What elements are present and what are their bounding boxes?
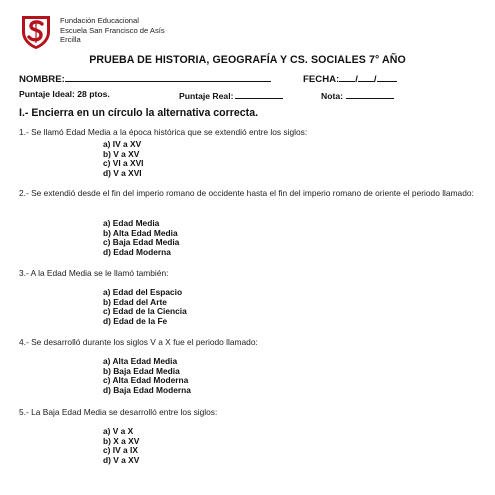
option-d[interactable]: d) V a XV xyxy=(103,454,140,465)
option-a[interactable]: a) Alta Edad Media xyxy=(103,356,178,366)
question-3: 3.- A la Edad Media se le llamó también: xyxy=(19,268,169,278)
institution-line-3: Ercilla xyxy=(60,35,81,45)
puntaje-real-field xyxy=(179,89,283,101)
option-b[interactable]: b) V a XV xyxy=(103,148,140,159)
puntaje-real-label: Puntaje Real: xyxy=(179,91,234,101)
option-d[interactable]: d) Baja Edad Moderna xyxy=(103,384,191,395)
nombre-blank[interactable] xyxy=(65,72,271,82)
option-c[interactable]: c) VI a XVI xyxy=(103,158,144,169)
school-logo-icon xyxy=(20,14,52,50)
question-4: 4.- Se desarrolló durante los siglos V a X fue el periodo llamado: xyxy=(19,337,258,347)
fecha-year-blank[interactable] xyxy=(377,72,397,82)
fecha-label: FECHA: xyxy=(303,74,340,85)
institution-line-2: Escuela San Francisco de Asís xyxy=(60,25,165,35)
option-b[interactable]: b) Baja Edad Media xyxy=(103,365,180,376)
option-a[interactable]: a) IV a XV xyxy=(103,139,142,149)
fecha-field xyxy=(303,72,397,85)
question-4-options xyxy=(103,357,191,395)
institution-name xyxy=(60,16,165,45)
question-2: 2.- Se extendió desde el fin del imperio romano de occidente hasta el fin del imperio romano de oriente el periodo llamado: xyxy=(19,188,474,198)
option-d[interactable]: d) V a XVI xyxy=(103,167,142,178)
nota-blank[interactable] xyxy=(346,89,394,99)
fecha-day-blank[interactable] xyxy=(339,72,355,82)
question-3-options xyxy=(103,288,187,326)
fecha-sep-1: / xyxy=(355,74,358,85)
puntaje-real-blank[interactable] xyxy=(235,89,283,99)
option-a[interactable]: a) V a X xyxy=(103,426,134,436)
question-2-options xyxy=(103,219,179,257)
option-c[interactable]: c) Baja Edad Media xyxy=(103,237,180,248)
nota-field xyxy=(321,89,394,101)
option-a[interactable]: a) Edad Media xyxy=(103,218,160,228)
option-b[interactable]: b) Edad del Arte xyxy=(103,296,167,307)
option-d[interactable]: d) Edad de la Fe xyxy=(103,315,168,326)
puntaje-ideal: Puntaje Ideal: 28 ptos. xyxy=(19,89,110,99)
option-c[interactable]: c) Edad de la Ciencia xyxy=(103,306,187,317)
nota-label: Nota: xyxy=(321,91,343,101)
option-c[interactable]: c) Alta Edad Moderna xyxy=(103,375,189,386)
nombre-label: NOMBRE: xyxy=(19,74,65,85)
question-5-options xyxy=(103,427,139,465)
question-5: 5.- La Baja Edad Media se desarrolló entre los siglos: xyxy=(19,407,218,417)
question-1: 1.- Se llamó Edad Media a la época histórica que se extendió entre los siglos: xyxy=(19,127,308,137)
institution-line-1: Fundación Educacional xyxy=(60,16,139,25)
question-1-options xyxy=(103,140,144,178)
exam-title: PRUEBA DE HISTORIA, GEOGRAFÍA Y CS. SOCIALES 7° AÑO xyxy=(89,54,406,66)
option-c[interactable]: c) IV a IX xyxy=(103,445,138,456)
fecha-month-blank[interactable] xyxy=(358,72,374,82)
option-b[interactable]: b) Alta Edad Media xyxy=(103,227,178,238)
option-a[interactable]: a) Edad del Espacio xyxy=(103,287,183,297)
option-b[interactable]: b) X a XV xyxy=(103,435,140,446)
fecha-sep-2: / xyxy=(373,74,377,85)
school-header xyxy=(20,14,320,50)
nombre-field xyxy=(19,72,271,85)
section-title: I.- Encierra en un círculo la alternativa correcta. xyxy=(19,107,259,119)
option-d[interactable]: d) Edad Moderna xyxy=(103,246,171,257)
